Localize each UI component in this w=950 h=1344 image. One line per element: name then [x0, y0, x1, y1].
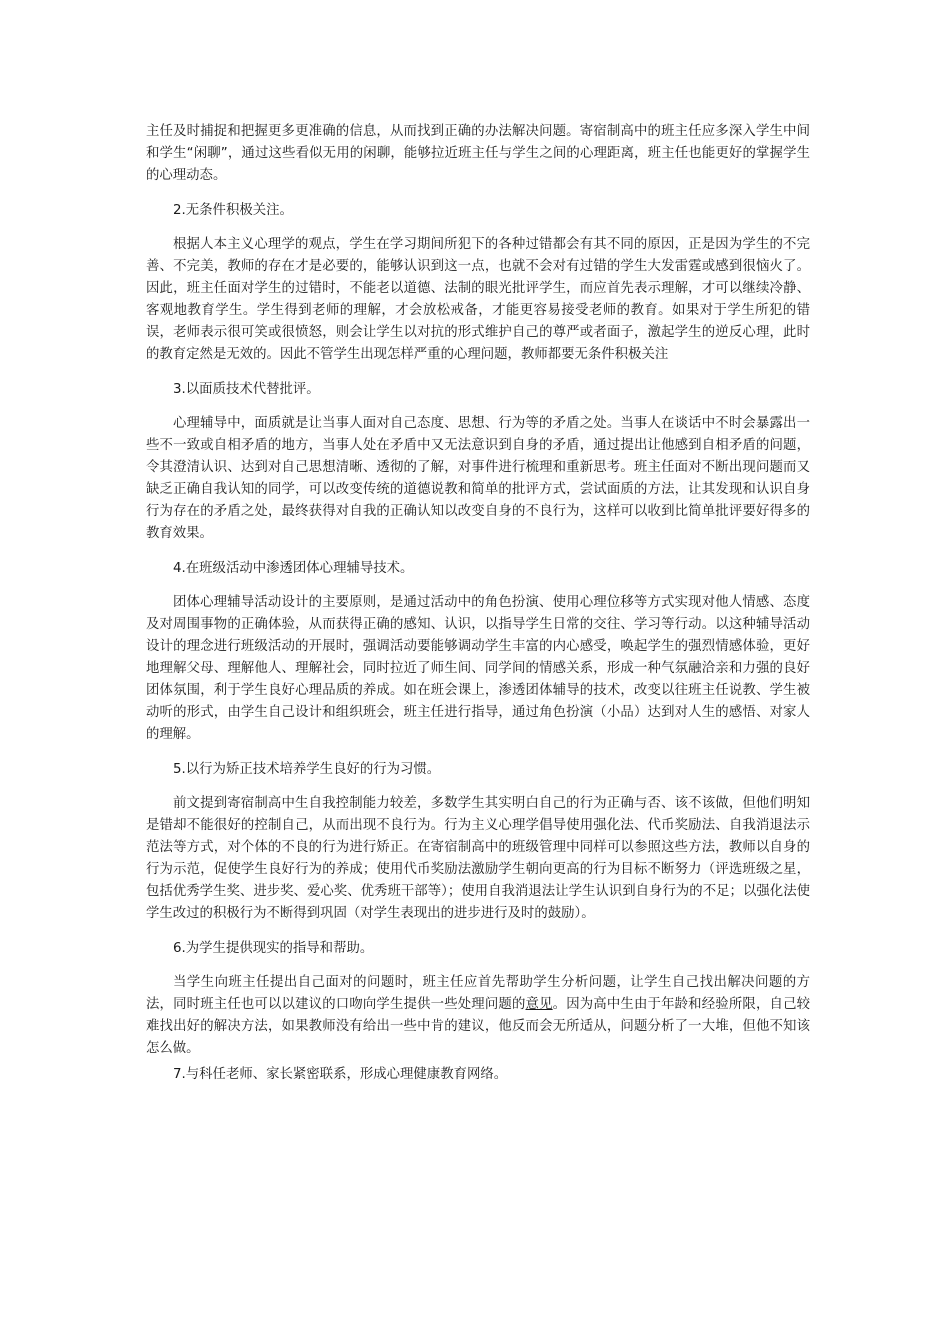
paragraph-confrontation-technique: 心理辅导中，面质就是让当事人面对自己态度、思想、行为等的矛盾之处。当事人在谈话中不时会暴露出一些不一致或自相矛盾的地方，当事人处在矛盾中又无法意识到自身的矛盾，通过提出让他感到自相矛盾的问题，令其澄清认识、达到对自己思想清晰、透彻的了解，对事件进行梳理和重新思考。班主任面对不断出现问题而又缺乏正确自我认知的同学，可以改变传统的道德说教和简单的批评方式，尝试面质的方法，让其发现和认识自身行为存在的矛盾之处，最终获得对自我的正确认知以改变自身的不良行为，这样可以收到比简单批评要好得多的教育效果。 — [146, 416, 810, 541]
underlined-word: 意见 — [525, 997, 553, 1012]
document-body — [146, 121, 810, 1098]
paragraph-text-part: 。因为高中生由于年龄和经验所限，自己较难找出好的解决方法，如果教师没有给出一些中肯的建议，他反而会无所适从，问题分析了一大堆，但他不知该怎么做。 — [146, 997, 811, 1056]
paragraph-guidance-help — [146, 972, 810, 1060]
section-heading-2: 2.无条件积极关注。 — [173, 203, 293, 218]
paragraph-text-part: 当学生向班主任提出自己面对的问题时，班主任应首先帮助学生分析问题，让学生自己找出解决问题的方法，同时班主任也可以以建议的口吻向学生提供一些处理问题的 — [146, 975, 810, 1012]
section-heading-5: 5.以行为矫正技术培养学生良好的行为习惯。 — [173, 762, 441, 777]
paragraph-behavior-correction: 前文提到寄宿制高中生自我控制能力较差，多数学生其实明白自己的行为正确与否、该不该做，但他们明知是错却不能很好的控制自己，从而出现不良行为。行为主义心理学倡导使用强化法、代币奖励法、自我消退法示范法等方式，对个体的不良的行为进行矫正。在寄宿制高中的班级管理中同样可以参照这些方法，教师以自身的行为示范，促使学生良好行为的养成；使用代币奖励法激励学生朝向更高的行为目标不断努力（评选班级之星，包括优秀学生奖、进步奖、爱心奖、优秀班干部等）；使用自我消退法让学生认识到自身行为的不足；以强化法使学生改过的积极行为不断得到巩固（对学生表现出的进步进行及时的鼓励）。 — [146, 796, 810, 921]
paragraph-continued: 主任及时捕捉和把握更多更准确的信息，从而找到正确的办法解决问题。寄宿制高中的班主任应多深入学生中间和学生“闲聊”，通过这些看似无用的闲聊，能够拉近班主任与学生之间的心理距离，班主任也能更好的掌握学生的心理动态。 — [146, 124, 810, 183]
paragraph-unconditional-regard: 根据人本主义心理学的观点，学生在学习期间所犯下的各种过错都会有其不同的原因，正是因为学生的不完善、不完美，教师的存在才是必要的，能够认识到这一点，也就不会对有过错的学生大发雷霆或感到很恼火了。因此，班主任面对学生的过错时，不能老以道德、法制的眼光批评学生，而应首先表示理解，才可以继续冷静、客观地教育学生。学生得到老师的理解，才会放松戒备，才能更容易接受老师的教育。如果对于学生所犯的错误，老师表示很可笑或很愤怒，则会让学生以对抗的形式维护自己的尊严或者面子，激起学生的逆反心理，此时的教育定然是无效的。因此不管学生出现怎样严重的心理问题，教师都要无条件积极关注 — [146, 237, 810, 362]
section-heading-7: 7.与科任老师、家长紧密联系，形成心理健康教育网络。 — [173, 1067, 508, 1082]
section-heading-3: 3.以面质技术代替批评。 — [173, 382, 320, 397]
section-heading-4: 4.在班级活动中渗透团体心理辅导技术。 — [173, 561, 414, 576]
paragraph-group-counseling: 团体心理辅导活动设计的主要原则，是通过活动中的角色扮演、使用心理位移等方式实现对他人情感、态度及对周围事物的正确体验，从而获得正确的感知、认识，以指导学生日常的交往、学习等行动。以这种辅导活动设计的理念进行班级活动的开展时，强调活动要能够调动学生丰富的内心感受，唤起学生的强烈情感体验，更好地理解父母、理解他人、理解社会，同时拉近了师生间、同学间的情感关系，形成一种气氛融洽亲和力强的良好团体氛围，利于学生良好心理品质的养成。如在班会课上，渗透团体辅导的技术，改变以往班主任说教、学生被动听的形式，由学生自己设计和组织班会，班主任进行指导，通过角色扮演（小品）达到对人生的感悟、对家人的理解。 — [146, 595, 810, 742]
section-heading-6: 6.为学生提供现实的指导和帮助。 — [173, 941, 374, 956]
